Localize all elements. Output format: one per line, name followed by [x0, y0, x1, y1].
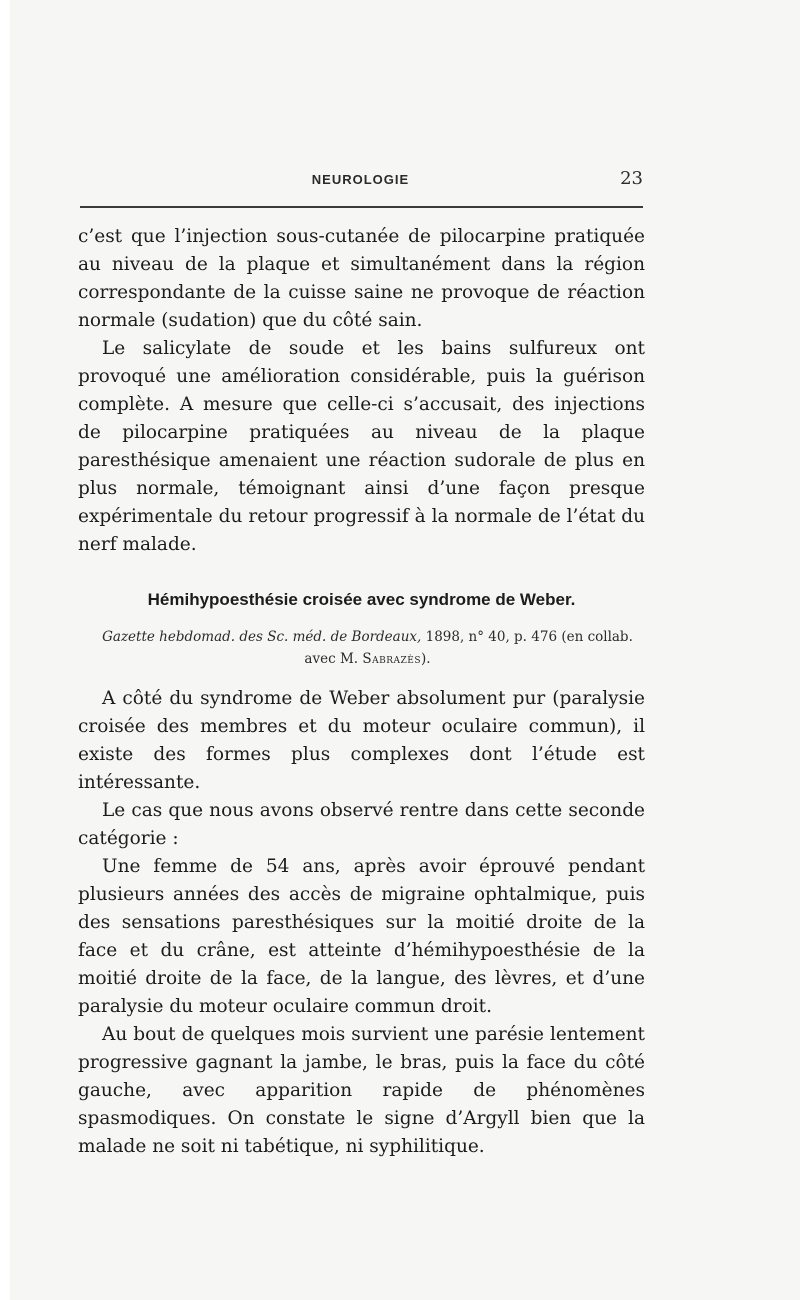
citation-details: 1898, n° 40, p. 476 (en collab. — [421, 629, 633, 645]
running-title: NEUROLOGIE — [311, 172, 410, 187]
paragraph: c’est que l’injection sous-cutanée de pilocarpine pratiquée au niveau de la plaque et simultanément dans la région correspondante de la cuisse saine ne provoque de réaction normale (sudation) que du côté sain. — [78, 226, 645, 331]
citation-collab-name: Sabrazès — [362, 651, 421, 667]
header-rule — [80, 206, 643, 208]
citation-journal: Gazette hebdomad. des Sc. méd. de Bordeaux, — [102, 629, 422, 645]
text-block-bottom — [78, 685, 645, 1161]
paragraph: Le salicylate de soude et les bains sulfureux ont provoqué une amélioration considérable, puis la guérison complète. A mesure que celle-ci s’accusait, des injections de pilocarpine pratiquées au niveau de la plaque paresthésique amenaient une réaction sudorale de plus en plus normale, témoignant ainsi d’une façon presque expérimentale du retour progressif à la normale de l’état du nerf malade. — [78, 338, 645, 555]
page-margin — [0, 0, 10, 1300]
page-header — [78, 168, 643, 196]
paragraph: Au bout de quelques mois survient une parésie lentement progressive gagnant la jambe, le bras, puis la face du côté gauche, avec apparition rapide de phénomènes spasmodiques. On constate le signe d’Argyll bien que la malade ne soit ni tabétique, ni syphilitique. — [78, 1024, 645, 1157]
paragraph: Le cas que nous avons observé rentre dans cette seconde catégorie : — [78, 800, 645, 849]
citation-collab-prefix: avec M. — [304, 651, 363, 667]
paragraph: Une femme de 54 ans, après avoir éprouvé pendant plusieurs années des accès de migraine ophtalmique, puis des sensations paresthésiques sur la moitié droite de la face et du crâne, est atteinte d’hémihypoesthésie de la moitié droite de la face, de la langue, des lèvres, et d’une paralysie du moteur oculaire commun droit. — [78, 856, 645, 1017]
citation-line-1 — [90, 626, 645, 648]
citation — [90, 626, 645, 670]
text-block-top — [78, 223, 645, 559]
section-title: Hémihypoesthésie croisée avec syndrome de Weber. — [147, 590, 576, 609]
citation-line-2 — [90, 648, 645, 670]
paragraph: A côté du syndrome de Weber absolument pur (paralysie croisée des membres et du moteur oculaire commun), il existe des formes plus complexes dont l’étude est intéressante. — [78, 688, 645, 793]
citation-collab-suffix: ). — [421, 651, 431, 667]
page-number: 23 — [620, 168, 643, 189]
